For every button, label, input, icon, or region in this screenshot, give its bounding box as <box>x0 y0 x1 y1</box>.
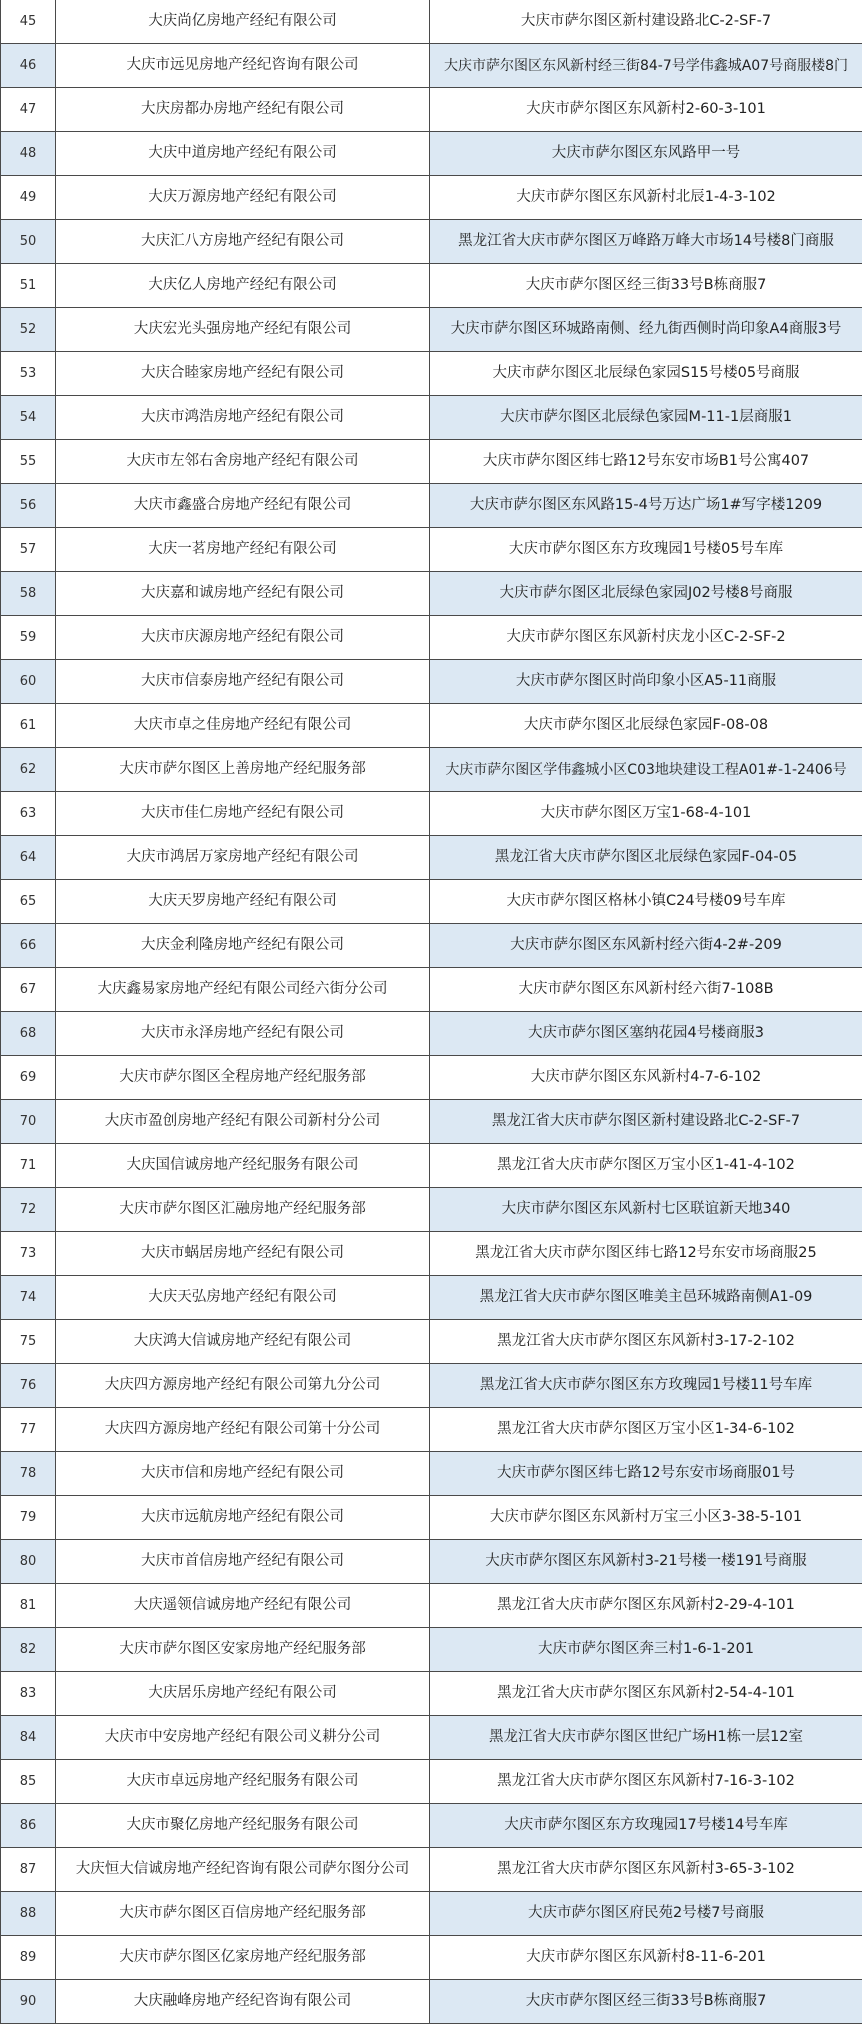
address-cell: 大庆市萨尔图区东风新村经六街4-2#-209 <box>430 924 863 968</box>
table-row <box>1 836 863 880</box>
table-row <box>1 1056 863 1100</box>
address-cell: 黑龙江省大庆市萨尔图区纬七路12号东安市场商服25 <box>430 1232 863 1276</box>
address-cell: 大庆市萨尔图区东风新村经六街7-108B <box>430 968 863 1012</box>
company-name-cell: 大庆市首信房地产经纪有限公司 <box>56 1540 430 1584</box>
row-number-cell: 59 <box>1 616 56 660</box>
row-number-cell: 48 <box>1 132 56 176</box>
table-row <box>1 1628 863 1672</box>
row-number-cell: 90 <box>1 1980 56 2024</box>
address-cell: 大庆市萨尔图区东风新村2-60-3-101 <box>430 88 863 132</box>
table-row <box>1 924 863 968</box>
company-name-cell: 大庆恒大信诚房地产经纪咨询有限公司萨尔图分公司 <box>56 1848 430 1892</box>
address-cell: 大庆市萨尔图区东风路15-4号万达广场1#写字楼1209 <box>430 484 863 528</box>
company-name-cell: 大庆市永泽房地产经纪有限公司 <box>56 1012 430 1056</box>
table-row <box>1 528 863 572</box>
row-number-cell: 85 <box>1 1760 56 1804</box>
address-cell: 大庆市萨尔图区东风路甲一号 <box>430 132 863 176</box>
row-number-cell: 45 <box>1 0 56 44</box>
address-cell: 大庆市萨尔图区东风新村七区联谊新天地340 <box>430 1188 863 1232</box>
company-name-cell: 大庆市信泰房地产经纪有限公司 <box>56 660 430 704</box>
address-cell: 大庆市萨尔图区时尚印象小区A5-11商服 <box>430 660 863 704</box>
row-number-cell: 63 <box>1 792 56 836</box>
company-name-cell: 大庆天罗房地产经纪有限公司 <box>56 880 430 924</box>
row-number-cell: 68 <box>1 1012 56 1056</box>
row-number-cell: 76 <box>1 1364 56 1408</box>
company-name-cell: 大庆市萨尔图区安家房地产经纪服务部 <box>56 1628 430 1672</box>
table-row <box>1 1540 863 1584</box>
table-row <box>1 1804 863 1848</box>
company-name-cell: 大庆市卓远房地产经纪服务有限公司 <box>56 1760 430 1804</box>
row-number-cell: 71 <box>1 1144 56 1188</box>
address-cell: 大庆市萨尔图区经三街33号B栋商服7 <box>430 264 863 308</box>
company-name-cell: 大庆市远航房地产经纪有限公司 <box>56 1496 430 1540</box>
row-number-cell: 81 <box>1 1584 56 1628</box>
address-cell: 黑龙江省大庆市萨尔图区万峰路万峰大市场14号楼8门商服 <box>430 220 863 264</box>
address-cell: 黑龙江省大庆市萨尔图区东风新村3-65-3-102 <box>430 1848 863 1892</box>
row-number-cell: 78 <box>1 1452 56 1496</box>
table-row <box>1 1320 863 1364</box>
table-row <box>1 44 863 88</box>
company-name-cell: 大庆合睦家房地产经纪有限公司 <box>56 352 430 396</box>
address-cell: 大庆市萨尔图区东方玫瑰园1号楼05号车库 <box>430 528 863 572</box>
address-cell: 黑龙江省大庆市萨尔图区东风新村2-54-4-101 <box>430 1672 863 1716</box>
table-row <box>1 1276 863 1320</box>
row-number-cell: 56 <box>1 484 56 528</box>
table-row <box>1 484 863 528</box>
company-name-cell: 大庆宏光头强房地产经纪有限公司 <box>56 308 430 352</box>
table-row <box>1 1012 863 1056</box>
address-cell: 大庆市萨尔图区新村建设路北C-2-SF-7 <box>430 0 863 44</box>
row-number-cell: 88 <box>1 1892 56 1936</box>
row-number-cell: 82 <box>1 1628 56 1672</box>
address-cell: 黑龙江省大庆市萨尔图区万宝小区1-34-6-102 <box>430 1408 863 1452</box>
table-row <box>1 748 863 792</box>
table-row <box>1 968 863 1012</box>
address-cell: 大庆市萨尔图区奔三村1-6-1-201 <box>430 1628 863 1672</box>
row-number-cell: 74 <box>1 1276 56 1320</box>
row-number-cell: 57 <box>1 528 56 572</box>
row-number-cell: 50 <box>1 220 56 264</box>
row-number-cell: 61 <box>1 704 56 748</box>
address-cell: 大庆市萨尔图区纬七路12号东安市场商服01号 <box>430 1452 863 1496</box>
company-name-cell: 大庆市萨尔图区上善房地产经纪服务部 <box>56 748 430 792</box>
address-cell: 黑龙江省大庆市萨尔图区世纪广场H1栋一层12室 <box>430 1716 863 1760</box>
company-name-cell: 大庆市庆源房地产经纪有限公司 <box>56 616 430 660</box>
table-row <box>1 308 863 352</box>
table-row <box>1 660 863 704</box>
company-name-cell: 大庆市鑫盛合房地产经纪有限公司 <box>56 484 430 528</box>
table-row <box>1 616 863 660</box>
table-row <box>1 132 863 176</box>
row-number-cell: 83 <box>1 1672 56 1716</box>
row-number-cell: 67 <box>1 968 56 1012</box>
table-row <box>1 1100 863 1144</box>
company-name-cell: 大庆嘉和诚房地产经纪有限公司 <box>56 572 430 616</box>
company-name-cell: 大庆市鸿居万家房地产经纪有限公司 <box>56 836 430 880</box>
table-row <box>1 1496 863 1540</box>
table-row <box>1 264 863 308</box>
address-cell: 大庆市萨尔图区东风新村万宝三小区3-38-5-101 <box>430 1496 863 1540</box>
table-row <box>1 1144 863 1188</box>
company-name-cell: 大庆国信诚房地产经纪服务有限公司 <box>56 1144 430 1188</box>
row-number-cell: 64 <box>1 836 56 880</box>
row-number-cell: 65 <box>1 880 56 924</box>
table-row <box>1 704 863 748</box>
address-cell: 黑龙江省大庆市萨尔图区东风新村3-17-2-102 <box>430 1320 863 1364</box>
table-row <box>1 1408 863 1452</box>
table-row <box>1 88 863 132</box>
company-name-cell: 大庆尚亿房地产经纪有限公司 <box>56 0 430 44</box>
address-cell: 大庆市萨尔图区北辰绿色家园M-11-1层商服1 <box>430 396 863 440</box>
table-row <box>1 792 863 836</box>
table-row <box>1 1892 863 1936</box>
address-cell: 大庆市萨尔图区万宝1-68-4-101 <box>430 792 863 836</box>
company-name-cell: 大庆市萨尔图区亿家房地产经纪服务部 <box>56 1936 430 1980</box>
company-name-cell: 大庆遥领信诚房地产经纪有限公司 <box>56 1584 430 1628</box>
row-number-cell: 60 <box>1 660 56 704</box>
table-row <box>1 1452 863 1496</box>
table-row <box>1 1760 863 1804</box>
table-row <box>1 220 863 264</box>
company-name-cell: 大庆市中安房地产经纪有限公司义耕分公司 <box>56 1716 430 1760</box>
row-number-cell: 58 <box>1 572 56 616</box>
row-number-cell: 51 <box>1 264 56 308</box>
company-name-cell: 大庆万源房地产经纪有限公司 <box>56 176 430 220</box>
company-name-cell: 大庆市信和房地产经纪有限公司 <box>56 1452 430 1496</box>
address-cell: 大庆市萨尔图区经三街33号B栋商服7 <box>430 1980 863 2024</box>
address-cell: 大庆市萨尔图区北辰绿色家园F-08-08 <box>430 704 863 748</box>
table-row <box>1 1672 863 1716</box>
company-name-cell: 大庆一茗房地产经纪有限公司 <box>56 528 430 572</box>
address-cell: 大庆市萨尔图区北辰绿色家园S15号楼05号商服 <box>430 352 863 396</box>
row-number-cell: 53 <box>1 352 56 396</box>
company-name-cell: 大庆市左邻右舍房地产经纪有限公司 <box>56 440 430 484</box>
address-cell: 大庆市萨尔图区纬七路12号东安市场B1号公寓407 <box>430 440 863 484</box>
row-number-cell: 66 <box>1 924 56 968</box>
table-row <box>1 396 863 440</box>
company-name-cell: 大庆中道房地产经纪有限公司 <box>56 132 430 176</box>
address-cell: 黑龙江省大庆市萨尔图区唯美主邑环城路南侧A1-09 <box>430 1276 863 1320</box>
row-number-cell: 55 <box>1 440 56 484</box>
table-row <box>1 880 863 924</box>
company-name-cell: 大庆融峰房地产经纪咨询有限公司 <box>56 1980 430 2024</box>
company-name-cell: 大庆四方源房地产经纪有限公司第九分公司 <box>56 1364 430 1408</box>
address-cell: 大庆市萨尔图区东风新村北辰1-4-3-102 <box>430 176 863 220</box>
table-row <box>1 1936 863 1980</box>
company-name-cell: 大庆市佳仁房地产经纪有限公司 <box>56 792 430 836</box>
table-row <box>1 1848 863 1892</box>
row-number-cell: 87 <box>1 1848 56 1892</box>
address-cell: 大庆市萨尔图区东风新村3-21号楼一楼191号商服 <box>430 1540 863 1584</box>
row-number-cell: 62 <box>1 748 56 792</box>
company-name-cell: 大庆市盈创房地产经纪有限公司新村分公司 <box>56 1100 430 1144</box>
address-cell: 黑龙江省大庆市萨尔图区东风新村2-29-4-101 <box>430 1584 863 1628</box>
address-cell: 大庆市萨尔图区塞纳花园4号楼商服3 <box>430 1012 863 1056</box>
company-name-cell: 大庆金利隆房地产经纪有限公司 <box>56 924 430 968</box>
company-name-cell: 大庆市远见房地产经纪咨询有限公司 <box>56 44 430 88</box>
row-number-cell: 79 <box>1 1496 56 1540</box>
row-number-cell: 46 <box>1 44 56 88</box>
company-name-cell: 大庆市萨尔图区百信房地产经纪服务部 <box>56 1892 430 1936</box>
row-number-cell: 77 <box>1 1408 56 1452</box>
address-cell: 黑龙江省大庆市萨尔图区东方玫瑰园1号楼11号车库 <box>430 1364 863 1408</box>
row-number-cell: 84 <box>1 1716 56 1760</box>
table-row <box>1 440 863 484</box>
company-name-cell: 大庆市蜗居房地产经纪有限公司 <box>56 1232 430 1276</box>
row-number-cell: 69 <box>1 1056 56 1100</box>
company-name-cell: 大庆鑫易家房地产经纪有限公司经六街分公司 <box>56 968 430 1012</box>
table-row <box>1 176 863 220</box>
row-number-cell: 52 <box>1 308 56 352</box>
table-row <box>1 1188 863 1232</box>
company-name-cell: 大庆汇八方房地产经纪有限公司 <box>56 220 430 264</box>
company-name-cell: 大庆市聚亿房地产经纪服务有限公司 <box>56 1804 430 1848</box>
table-row <box>1 352 863 396</box>
company-name-cell: 大庆市卓之佳房地产经纪有限公司 <box>56 704 430 748</box>
address-cell: 黑龙江省大庆市萨尔图区北辰绿色家园F-04-05 <box>430 836 863 880</box>
row-number-cell: 73 <box>1 1232 56 1276</box>
address-cell: 大庆市萨尔图区格林小镇C24号楼09号车库 <box>430 880 863 924</box>
company-name-cell: 大庆天弘房地产经纪有限公司 <box>56 1276 430 1320</box>
table-row <box>1 1716 863 1760</box>
row-number-cell: 54 <box>1 396 56 440</box>
row-number-cell: 75 <box>1 1320 56 1364</box>
address-cell: 大庆市萨尔图区东风新村8-11-6-201 <box>430 1936 863 1980</box>
table-row <box>1 1584 863 1628</box>
row-number-cell: 70 <box>1 1100 56 1144</box>
row-number-cell: 89 <box>1 1936 56 1980</box>
address-cell: 黑龙江省大庆市萨尔图区新村建设路北C-2-SF-7 <box>430 1100 863 1144</box>
company-name-cell: 大庆市萨尔图区汇融房地产经纪服务部 <box>56 1188 430 1232</box>
table-body <box>1 0 863 2024</box>
address-cell: 黑龙江省大庆市萨尔图区东风新村7-16-3-102 <box>430 1760 863 1804</box>
address-cell: 大庆市萨尔图区东方玫瑰园17号楼14号车库 <box>430 1804 863 1848</box>
address-cell: 大庆市萨尔图区学伟鑫城小区C03地块建设工程A01#-1-2406号 <box>430 748 863 792</box>
row-number-cell: 72 <box>1 1188 56 1232</box>
company-name-cell: 大庆房都办房地产经纪有限公司 <box>56 88 430 132</box>
address-cell: 大庆市萨尔图区北辰绿色家园J02号楼8号商服 <box>430 572 863 616</box>
address-cell: 大庆市萨尔图区东风新村4-7-6-102 <box>430 1056 863 1100</box>
row-number-cell: 86 <box>1 1804 56 1848</box>
row-number-cell: 47 <box>1 88 56 132</box>
table-row <box>1 1364 863 1408</box>
company-name-cell: 大庆四方源房地产经纪有限公司第十分公司 <box>56 1408 430 1452</box>
address-cell: 大庆市萨尔图区环城路南侧、经九街西侧时尚印象A4商服3号 <box>430 308 863 352</box>
row-number-cell: 80 <box>1 1540 56 1584</box>
address-cell: 大庆市萨尔图区府民苑2号楼7号商服 <box>430 1892 863 1936</box>
table-row <box>1 0 863 44</box>
address-cell: 大庆市萨尔图区东风新村庆龙小区C-2-SF-2 <box>430 616 863 660</box>
address-cell: 大庆市萨尔图区东风新村经三街84-7号学伟鑫城A07号商服楼8门 <box>430 44 863 88</box>
table-row <box>1 572 863 616</box>
table-row <box>1 1232 863 1276</box>
address-cell: 黑龙江省大庆市萨尔图区万宝小区1-41-4-102 <box>430 1144 863 1188</box>
company-name-cell: 大庆市鸿浩房地产经纪有限公司 <box>56 396 430 440</box>
company-name-cell: 大庆亿人房地产经纪有限公司 <box>56 264 430 308</box>
company-name-cell: 大庆市萨尔图区全程房地产经纪服务部 <box>56 1056 430 1100</box>
row-number-cell: 49 <box>1 176 56 220</box>
company-name-cell: 大庆居乐房地产经纪有限公司 <box>56 1672 430 1716</box>
table-row <box>1 1980 863 2024</box>
company-name-cell: 大庆鸿大信诚房地产经纪有限公司 <box>56 1320 430 1364</box>
